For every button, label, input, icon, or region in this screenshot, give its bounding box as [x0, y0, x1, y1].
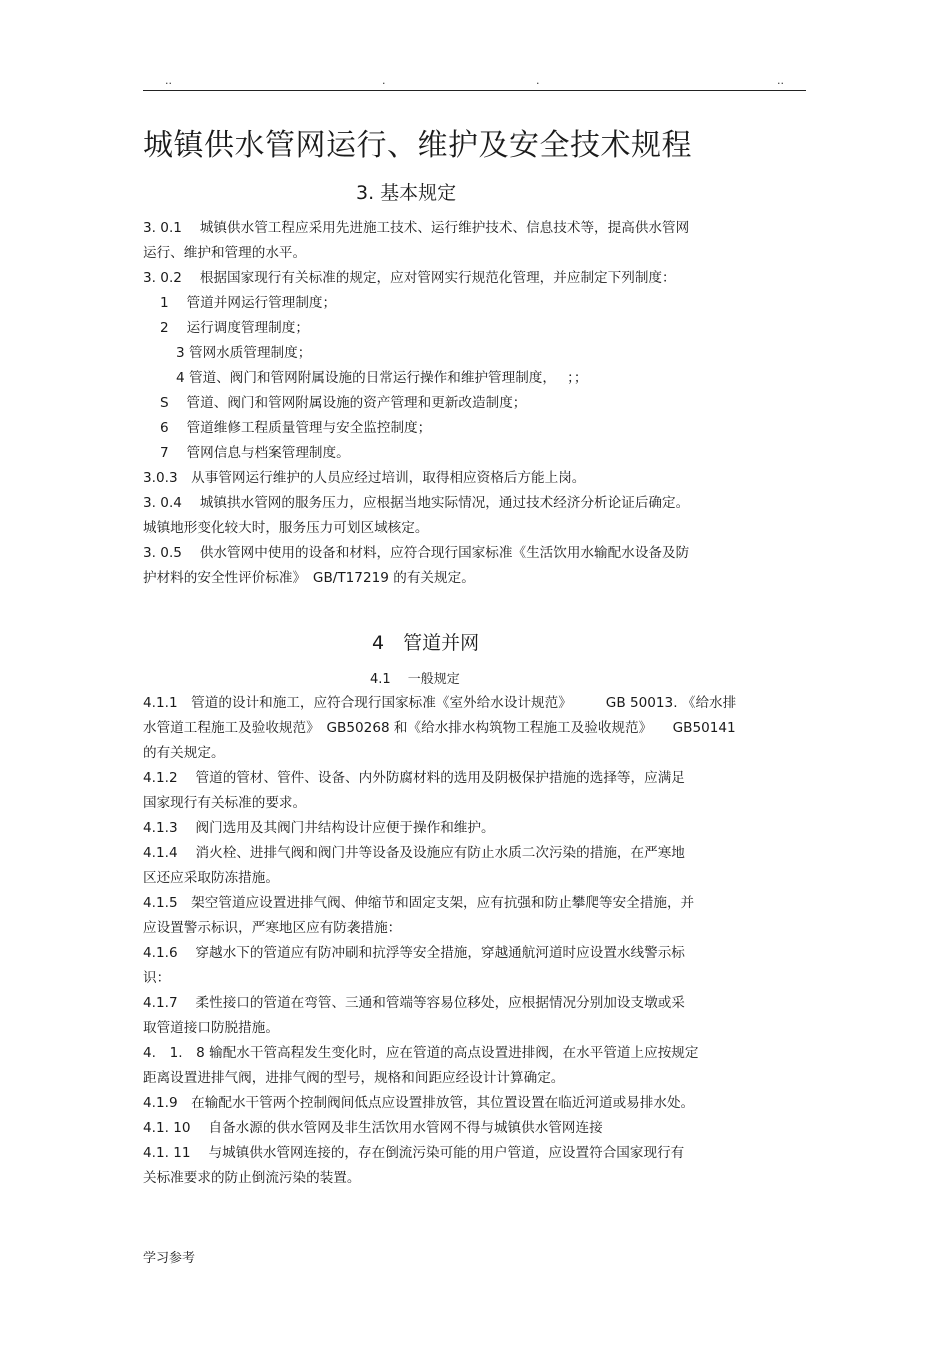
- text-line: 3. 0.1 城镇供水管工程应采用先进施工技术、运行维护技术、信息技术等，提高供水管网: [143, 220, 690, 236]
- header-dot: ..: [777, 74, 784, 87]
- text-line: 4.1.1 管道的设计和施工，应符合现行国家标准《室外给水设计规范》 GB 50013. 《给水排: [143, 695, 737, 711]
- header-dot: .: [536, 74, 540, 87]
- text-line: 3. 0.4 城镇拱水管网的服务压力，应根据当地实际情况，通过技术经济分析论证后确定。: [143, 495, 690, 511]
- text-line: 4.1.4 消火栓、进排气阀和阀门井等设备及设施应有防止水质二次污染的措施，在严寒地: [143, 845, 685, 861]
- text-line: 3. 0.5 供水管网中使用的设备和材料，应符合现行国家标准《生活饮用水输配水设备及防: [143, 545, 690, 561]
- list-item: 2 运行调度管理制度；: [160, 320, 309, 336]
- text-line: 取管道接口防脱措施。: [143, 1020, 279, 1036]
- section-4-heading: 4 管道并网: [372, 632, 480, 654]
- text-line: 的有关规定。: [143, 745, 225, 761]
- text-line: 距离设置进排气阀，进排气阀的型号，规格和间距应经设计计算确定。: [143, 1070, 565, 1086]
- text-line: 运行、维护和管理的水平。: [143, 245, 307, 261]
- page-footer: 学习参考: [143, 1251, 196, 1266]
- text-line: 4.1.9 在输配水干管两个控制阀间低点应设置排放管，其位置设置在临近河道或易排水处。: [143, 1095, 695, 1111]
- text-line: 应设置警示标识，严寒地区应有防袭措施：: [143, 920, 402, 936]
- text-line: 4.1. 11 与城镇供水管网连接的，存在倒流污染可能的用户管道，应设置符合国家现行有: [143, 1145, 685, 1161]
- text-line: 3. 0.2 根据国家现行有关标准的规定，应对管网实行规范化管理，并应制定下列制度：: [143, 270, 676, 286]
- header-dot: .: [382, 74, 386, 87]
- text-line: 4.1.7 柔性接口的管道在弯管、三通和管端等容易位移处，应根据情况分别加设支墩或采: [143, 995, 685, 1011]
- list-item: 7 管网信息与档案管理制度。: [160, 445, 350, 461]
- document-title: 城镇供水管网运行、维护及安全技术规程: [143, 128, 692, 163]
- text-line: 护材料的安全性评价标准》 GB/T17219 的有关规定。: [143, 570, 475, 586]
- text-line: 4.1.2 管道的管材、管件、设备、内外防腐材料的选用及阴极保护措施的选择等，应满足: [143, 770, 685, 786]
- header-dot: ..: [165, 74, 172, 87]
- text-line: 关标准要求的防止倒流污染的装置。: [143, 1170, 361, 1186]
- text-line: 4.1.5 架空管道应设置进排气阀、伸缩节和固定支架，应有抗强和防止攀爬等安全措施，并: [143, 895, 695, 911]
- list-item: 6 管道维修工程质量管理与安全监控制度；: [160, 420, 432, 436]
- text-line: 城镇地形变化较大时，服务压力可划区域核定。: [143, 520, 429, 536]
- text-line: 4.1. 10 自备水源的供水管网及非生活饮用水管网不得与城镇供水管网连接: [143, 1120, 603, 1136]
- text-line: 识：: [143, 970, 171, 986]
- text-line: 区还应采取防冻措施。: [143, 870, 279, 886]
- header-rule: [143, 90, 806, 91]
- list-item: S 管道、阀门和管网附属设施的资产管理和更新改造制度；: [160, 395, 527, 411]
- text-line: 水管道工程施工及验收规范》 GB50268 和《给水排水构筑物工程施工及验收规范》 GB50141: [143, 720, 736, 736]
- list-item: 3 管网水质管理制度；: [176, 345, 312, 361]
- list-item: 1 管道并网运行管理制度；: [160, 295, 337, 311]
- list-item: 4 管道、阀门和管网附属设施的日常运行操作和维护管理制度， ；；: [176, 370, 588, 386]
- text-line: 国家现行有关标准的要求。: [143, 795, 307, 811]
- text-line: 4. 1. 8 输配水干管高程发生变化时，应在管道的高点设置进排阀，在水平管道上应按规定: [143, 1045, 699, 1061]
- section-4-1-heading: 4.1 一般规定: [370, 672, 460, 687]
- text-line: 4.1.6 穿越水下的管道应有防冲刷和抗浮等安全措施，穿越通航河道时应设置水线警示标: [143, 945, 685, 961]
- text-line: 3.0.3 从事管网运行维护的人员应经过培训，取得相应资格后方能上岗。: [143, 470, 586, 486]
- text-line: 4.1.3 阀门选用及其阀门井结构设计应便于操作和维护。: [143, 820, 495, 836]
- section-3-heading: 3. 基本规定: [356, 182, 457, 204]
